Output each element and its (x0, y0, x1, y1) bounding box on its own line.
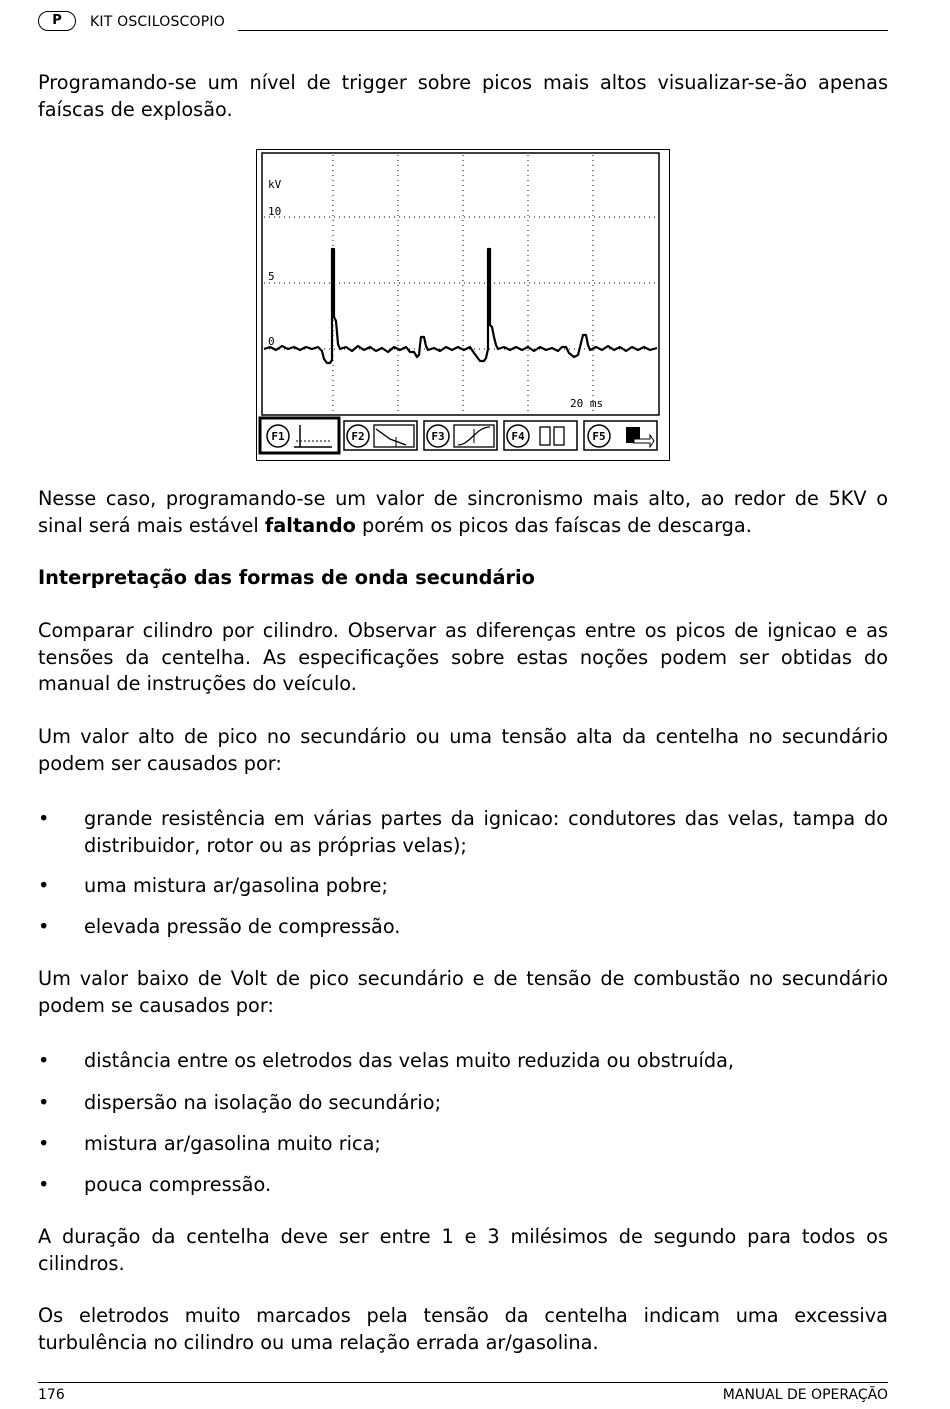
label-5: 5 (268, 270, 275, 283)
list-item: • grande resistência em várias partes da ignicao: condutores das velas, tampa do distribuidor, rotor ou as próprias velas); (38, 807, 888, 857)
sync-text-start: Nesse caso, programando-se um valor de sincronismo mais alto, ao redor de 5KV o sinal será mais estável (38, 487, 888, 537)
list-item: • dispersão na isolação do secundário; (38, 1090, 888, 1117)
list-item: • elevada pressão de compressão. (38, 914, 888, 941)
bullet-icon: • (38, 915, 50, 938)
sync-text-end: porém os picos das faíscas de descarga. (355, 513, 752, 537)
list-item: • uma mistura ar/gasolina pobre; (38, 873, 888, 900)
sync-paragraph (38, 486, 888, 539)
fkey-f3[interactable] (424, 421, 497, 450)
list-item: • pouca compressão. (38, 1172, 888, 1199)
footer-title: MANUAL DE OPERAÇÃO (722, 1387, 888, 1403)
electrodes-paragraph: Os eletrodos muito marcados pela tensão da centelha indicam uma excessiva turbulência no cilindro ou uma relação errada ar/gasolina. (38, 1304, 888, 1354)
oscilloscope-screen (256, 149, 670, 461)
bullet-icon: • (38, 1091, 50, 1114)
bullet-icon: • (38, 1132, 50, 1155)
bullet-icon: • (38, 1173, 50, 1196)
fkey-f5[interactable] (584, 421, 657, 450)
svg-text:F2: F2 (351, 430, 365, 443)
section-heading: Interpretação das formas de onda secundário (38, 566, 535, 589)
page-number: 176 (38, 1387, 65, 1403)
svg-text:F5: F5 (592, 430, 606, 443)
fkey-f2[interactable] (344, 421, 417, 450)
svg-text:F3: F3 (431, 430, 445, 443)
footer-rule (38, 1382, 888, 1383)
list-item: • mistura ar/gasolina muito rica; (38, 1131, 888, 1158)
header-rule (238, 30, 888, 31)
unit-label: kV (268, 178, 282, 191)
label-0: 0 (268, 335, 275, 348)
timebase-label: 20 ms (570, 397, 604, 410)
compare-paragraph: Comparar cilindro por cilindro. Observar as diferenças entre os picos de ignicao e as tensões da centelha. As especificações sobre estas noções podem ser obtidas do manual de instruções do veículo. (38, 619, 888, 695)
fkey-f1[interactable] (260, 418, 339, 453)
label-10: 10 (268, 205, 282, 218)
svg-text:F4: F4 (511, 430, 525, 443)
bullet-icon: • (38, 1049, 50, 1072)
bullet-icon: • (38, 807, 50, 830)
sync-text-bold: faltando (264, 513, 356, 537)
high-value-paragraph: Um valor alto de pico no secundário ou uma tensão alta da centelha no secundário podem ser causados por: (38, 725, 888, 775)
bullet-icon: • (38, 874, 50, 897)
function-key-bar (260, 418, 657, 453)
list-item: • distância entre os eletrodos das velas muito reduzida ou obstruída, (38, 1048, 888, 1075)
header-title: KIT OSCILOSCOPIO (90, 14, 225, 30)
page-header (38, 10, 888, 34)
duration-paragraph: A duração da centelha deve ser entre 1 e 3 milésimos de segundo para todos os cilindros. (38, 1225, 888, 1275)
intro-paragraph: Programando-se um nível de trigger sobre picos mais altos visualizar-se-ão apenas faíscas de explosão. (38, 71, 888, 121)
plot-area (262, 153, 659, 415)
fkey-f4[interactable] (504, 421, 577, 450)
svg-text:F1: F1 (271, 430, 285, 443)
language-badge: P (38, 11, 76, 31)
low-value-paragraph: Um valor baixo de Volt de pico secundário e de tensão de combustão no secundário podem se causados por: (38, 967, 888, 1017)
